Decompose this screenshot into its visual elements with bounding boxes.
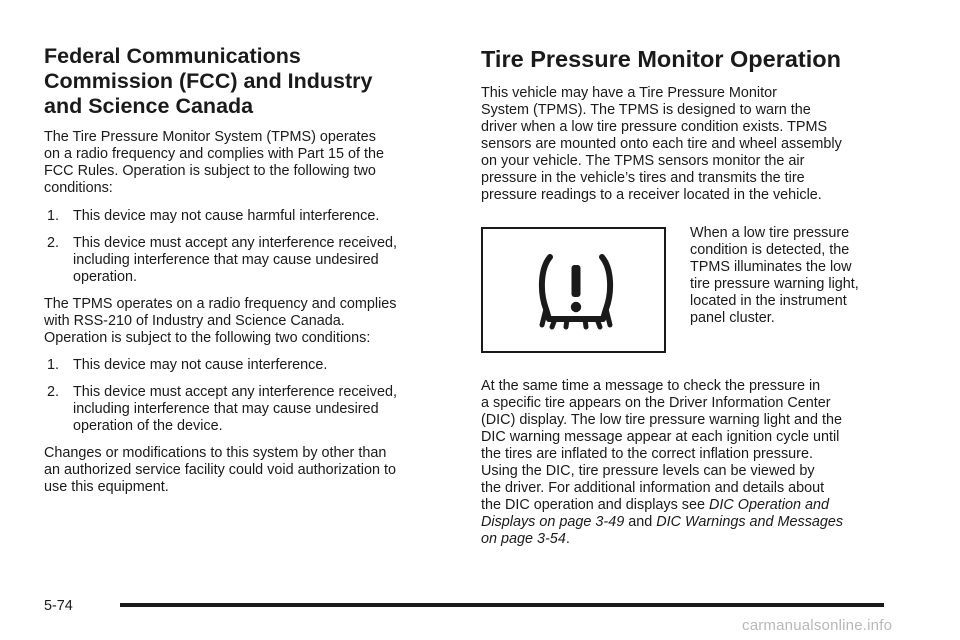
fcc-heading-line: and Science Canada	[44, 94, 254, 118]
dic-operation-reference[interactable]: DIC Operation and	[709, 497, 829, 513]
tpms-symbol-frame	[481, 227, 666, 353]
rss-paragraph: The TPMS operates on a radio frequency and complies with RSS-210 of Industry and Science Canada. Operation is subject to the following two conditions:	[44, 296, 397, 346]
page-number: 5-74	[44, 598, 73, 614]
footer-rule	[120, 603, 884, 607]
tpms-heading: Tire Pressure Monitor Operation	[481, 46, 841, 72]
list-item: 1. This device may not cause interference.	[47, 357, 328, 373]
tpms-intro-paragraph: This vehicle may have a Tire Pressure Monitor System (TPMS). The TPMS is designed to warn the driver when a low tire pressure condition exists. TPMS sensors are mounted onto each tire and wheel assembly on your vehicle. The TPMS sensors monitor the air pressure in the vehicle’s tires and transmits the tire pressure readings to a receiver located in the vehicle.	[481, 85, 842, 203]
fcc-intro-paragraph: The Tire Pressure Monitor System (TPMS) operates on a radio frequency and complies with Part 15 of the FCC Rules. Operation is subject to the following two conditions:	[44, 129, 384, 196]
tpms-warning-icon	[537, 251, 615, 333]
list-item: 1. This device may not cause harmful interference.	[47, 208, 380, 224]
tpms-light-paragraph: When a low tire pressure condition is detected, the TPMS illuminates the low tire pressure warning light, located in the instrument panel cluster.	[690, 225, 859, 326]
dic-paragraph: At the same time a message to check the pressure in a specific tire appears on the Driver Information Center (DIC) display. The low tire pressure warning light and the DIC warning message appear at each ignition cycle until the tires are inflated to the correct inflation pressure. Using the DIC, tire pressure levels can be viewed by the driver. For additional information and details about the DIC operation and displays see DIC Operation and Displays on page 3-49 and DIC Warnings and Messages on page 3-54.	[481, 378, 844, 547]
dic-warnings-reference[interactable]: DIC Warnings and Messages	[656, 514, 844, 530]
fcc-heading-line: Commission (FCC) and Industry	[44, 69, 373, 93]
fcc-heading-line: Federal Communications	[44, 44, 301, 68]
list-item: 2. This device must accept any interference received, including interference that may cause undesired operation of the device.	[47, 384, 397, 434]
modifications-paragraph: Changes or modifications to this system by other than an authorized service facility could void authorization to use this equipment.	[44, 445, 396, 495]
fcc-heading	[44, 44, 442, 119]
dic-operation-reference-page[interactable]: Displays on page 3-49	[481, 514, 625, 530]
list-item: 2. This device must accept any interference received, including interference that may cause undesired operation.	[47, 235, 397, 285]
watermark: carmanualsonline.info	[742, 617, 893, 634]
dic-warnings-reference-page[interactable]: on page 3-54	[481, 531, 566, 547]
